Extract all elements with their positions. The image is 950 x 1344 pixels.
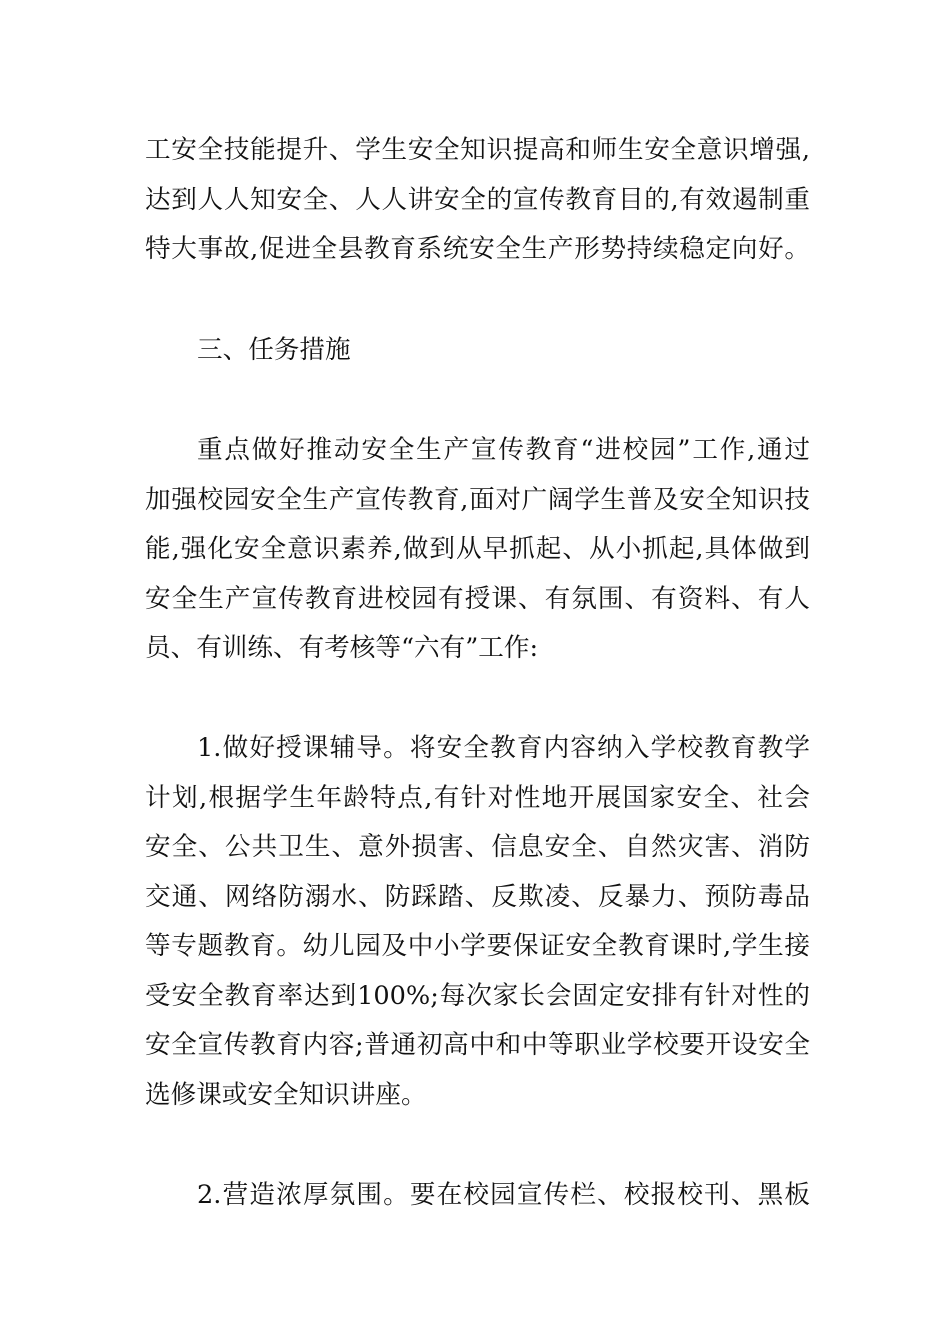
body-text-line: 选修课或安全知识讲座。 — [145, 1080, 427, 1110]
body-text-line: 安全宣传教育内容;普通初高中和中等职业学校要开设安全 — [145, 1030, 810, 1060]
body-text-line: 能,强化安全意识素养,做到从早抓起、从小抓起,具体做到 — [145, 534, 810, 564]
body-text-line: 员、有训练、有考核等“六有”工作: — [145, 633, 539, 663]
body-text-line: 特大事故,促进全县教育系统安全生产形势持续稳定向好。 — [145, 234, 810, 264]
body-text-line: 加强校园安全生产宣传教育,面对广阔学生普及安全知识技 — [145, 485, 810, 515]
body-text-line: 安全、公共卫生、意外损害、信息安全、自然灾害、消防 — [145, 832, 810, 862]
body-text-line: 1.做好授课辅导。将安全教育内容纳入学校教育教学 — [197, 733, 810, 763]
body-text-line: 安全生产宣传教育进校园有授课、有氛围、有资料、有人 — [145, 584, 810, 614]
body-text-line: 达到人人知安全、人人讲安全的宣传教育目的,有效遏制重 — [145, 185, 810, 215]
body-text-line: 重点做好推动安全生产宣传教育“进校园”工作,通过 — [197, 435, 810, 465]
body-text-line: 2.营造浓厚氛围。要在校园宣传栏、校报校刊、黑板 — [197, 1180, 810, 1210]
section-heading: 三、任务措施 — [197, 335, 351, 365]
body-text-line: 等专题教育。幼儿园及中小学要保证安全教育课时,学生接 — [145, 931, 810, 961]
body-text-line: 计划,根据学生年龄特点,有针对性地开展国家安全、社会 — [145, 783, 810, 813]
body-text-line: 工安全技能提升、学生安全知识提高和师生安全意识增强, — [145, 135, 810, 165]
body-text-line: 交通、网络防溺水、防踩踏、反欺凌、反暴力、预防毒品 — [145, 882, 810, 912]
body-text-line: 受安全教育率达到100%;每次家长会固定安排有针对性的 — [145, 981, 810, 1011]
